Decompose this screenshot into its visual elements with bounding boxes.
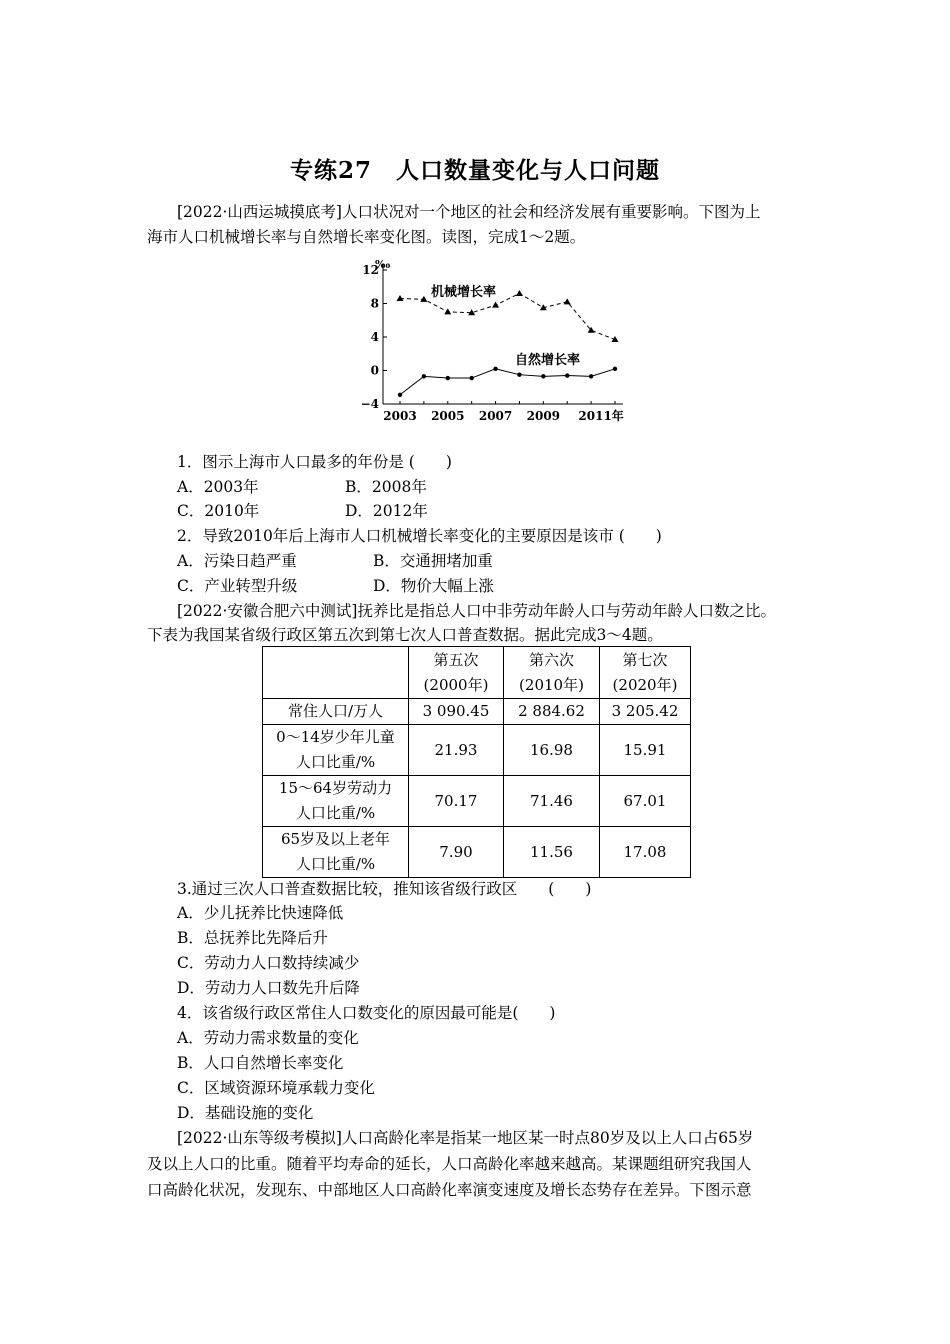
table-cell: 3 205.42 xyxy=(600,699,691,725)
question-1-option-c: C．2010年 xyxy=(177,502,260,520)
table-corner-cell xyxy=(263,647,409,699)
data-point-triangle xyxy=(564,298,571,304)
x-tick-label: 2011年 xyxy=(578,409,624,423)
table-header-row xyxy=(263,647,691,699)
data-point-dot xyxy=(446,376,450,380)
table-cell: 71.46 xyxy=(504,776,600,827)
table-cell: 21.93 xyxy=(409,725,504,776)
data-point-triangle xyxy=(492,302,499,308)
table-row-label: 15～64岁劳动力 人口比重/% xyxy=(263,776,409,827)
y-tick-label: 12 xyxy=(362,263,379,277)
question-4-option-c: C．区域资源环境承载力变化 xyxy=(177,1079,375,1097)
table-cell: 17.08 xyxy=(600,827,691,878)
series-line-1 xyxy=(400,293,615,339)
intro-1-line-1: [2022·山西运城摸底考]人口状况对一个地区的社会和经济发展有重要影响。下图为上 xyxy=(177,203,761,221)
data-point-dot xyxy=(469,376,473,380)
question-2-option-a: A．污染日趋严重 xyxy=(177,552,297,570)
data-point-triangle xyxy=(397,295,404,301)
table-header-cell: 第六次 (2010年) xyxy=(504,647,600,699)
table-row-label: 65岁及以上老年 人口比重/% xyxy=(263,827,409,878)
question-2-option-c: C．产业转型升级 xyxy=(177,577,298,595)
intro-3-line-3: 口高龄化状况，发现东、中部地区人口高龄化率演变速度及增长态势存在差异。下图示意 xyxy=(147,1181,752,1199)
question-1-option-b: B．2008年 xyxy=(345,478,427,496)
intro-2-line-1: [2022·安徽合肥六中测试]抚养比是指总人口中非劳动年龄人口与劳动年龄人口数之比。 xyxy=(177,602,776,620)
table-header-cell: 第五次 (2000年) xyxy=(409,647,504,699)
data-point-dot xyxy=(517,372,521,376)
table-row xyxy=(263,827,691,878)
question-4-option-b: B．人口自然增长率变化 xyxy=(177,1054,344,1072)
question-3-option-a: A．少儿抚养比快速降低 xyxy=(177,904,344,922)
data-point-dot xyxy=(398,393,402,397)
table-row-label: 常住人口/万人 xyxy=(263,699,409,725)
question-1-stem: 1．图示上海市人口最多的年份是 ( ) xyxy=(177,453,452,471)
table-row-label: 0～14岁少年儿童 人口比重/% xyxy=(263,725,409,776)
question-3-option-b: B．总抚养比先降后升 xyxy=(177,929,328,947)
table-cell: 3 090.45 xyxy=(409,699,504,725)
data-point-dot xyxy=(422,374,426,378)
intro-1-line-2: 海市人口机械增长率与自然增长率变化图。读图，完成1～2题。 xyxy=(147,228,586,246)
x-tick-label: 2009 xyxy=(526,409,561,423)
question-1-option-a: A．2003年 xyxy=(177,478,259,496)
table-cell: 67.01 xyxy=(600,776,691,827)
y-tick-label: 0 xyxy=(370,363,379,378)
series-label-mechanical: 机械增长率 xyxy=(431,285,497,300)
data-point-dot xyxy=(565,373,569,377)
census-table xyxy=(262,646,691,878)
question-2-option-b: B．交通拥堵加重 xyxy=(373,552,493,570)
question-4-option-a: A．劳动力需求数量的变化 xyxy=(177,1029,359,1047)
table-cell: 11.56 xyxy=(504,827,600,878)
question-4-option-d: D．基础设施的变化 xyxy=(177,1104,314,1122)
table-header-cell: 第七次 (2020年) xyxy=(600,647,691,699)
x-tick-label: 2005 xyxy=(431,409,465,423)
question-3-option-d: D．劳动力人口数先升后降 xyxy=(177,979,360,997)
table-row xyxy=(263,699,691,725)
data-point-triangle xyxy=(444,308,451,314)
table-cell: 70.17 xyxy=(409,776,504,827)
data-point-triangle xyxy=(516,290,523,296)
x-tick-label: 2007 xyxy=(478,409,513,423)
x-tick-label: 2003 xyxy=(383,409,417,423)
question-2-option-d: D．物价大幅上涨 xyxy=(373,577,494,595)
question-3-stem: 3.通过三次人口普查数据比较，推知该省级行政区 ( ) xyxy=(177,880,592,898)
intro-2-line-2: 下表为我国某省级行政区第五次到第七次人口普查数据。据此完成3～4题。 xyxy=(147,626,663,644)
intro-3-line-2: 及以上人口的比重。随着平均寿命的延长，人口高龄化率越来越高。某课题组研究我国人 xyxy=(147,1155,752,1173)
data-point-dot xyxy=(613,367,617,371)
question-3-option-c: C．劳动力人口数持续减少 xyxy=(177,954,360,972)
question-1-option-d: D．2012年 xyxy=(345,502,428,520)
y-tick-label: 8 xyxy=(370,296,379,311)
data-point-dot xyxy=(589,374,593,378)
growth-rate-line-chart xyxy=(355,258,625,428)
data-point-dot xyxy=(541,374,545,378)
data-point-dot xyxy=(493,367,497,371)
table-cell: 2 884.62 xyxy=(504,699,600,725)
question-2-stem: 2．导致2010年后上海市人口机械增长率变化的主要原因是该市 ( ) xyxy=(177,527,662,545)
series-label-natural: 自然增长率 xyxy=(515,353,581,368)
table-cell: 15.91 xyxy=(600,725,691,776)
y-axis-unit: ‰ xyxy=(375,258,391,271)
table-cell: 16.98 xyxy=(504,725,600,776)
question-4-stem: 4．该省级行政区常住人口数变化的原因最可能是( ) xyxy=(177,1004,556,1022)
y-tick-label: 4 xyxy=(370,330,379,344)
intro-3-line-1: [2022·山东等级考模拟]人口高龄化率是指某一地区某一时点80岁及以上人口占65岁 xyxy=(177,1129,754,1147)
page-title: 专练27 人口数量变化与人口问题 xyxy=(289,157,660,184)
table-row xyxy=(263,776,691,827)
y-tick-label: −4 xyxy=(360,397,379,411)
table-cell: 7.90 xyxy=(409,827,504,878)
series-line-2 xyxy=(400,369,615,395)
table-row xyxy=(263,725,691,776)
